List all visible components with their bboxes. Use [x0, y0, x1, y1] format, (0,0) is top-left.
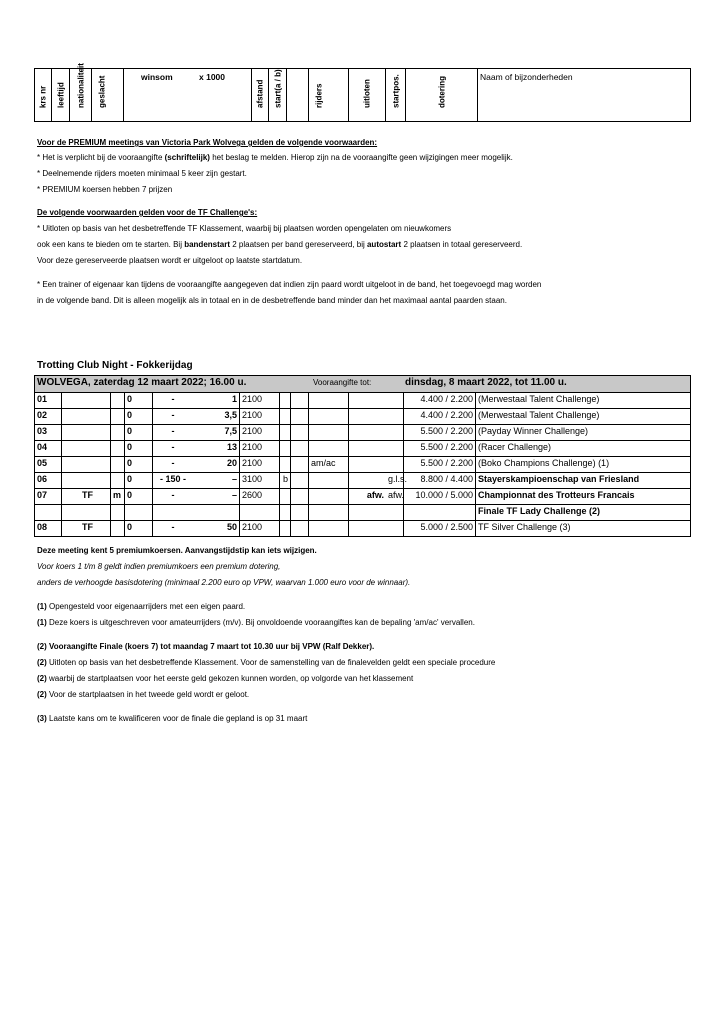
- race-cell-startpos: [386, 457, 404, 472]
- race-cell-nr: 02: [35, 409, 62, 424]
- race-cell-gap: [291, 473, 309, 488]
- footnote-1b-num: (1): [37, 618, 47, 627]
- col-rijders-label: rijders: [314, 83, 324, 108]
- race-row: [35, 488, 690, 504]
- vooraangifte-date: dinsdag, 8 maart 2022, tot 11.00 u.: [405, 377, 567, 388]
- race-cell-win-to: 50: [193, 521, 240, 536]
- race-cell-sex: [111, 425, 125, 440]
- race-cell-name: (Payday Winner Challenge): [478, 426, 589, 436]
- race-cell-sex: [111, 505, 125, 520]
- race-cell-startpos: [386, 441, 404, 456]
- race-cell-startpos: [386, 409, 404, 424]
- race-cell-uitloten: [349, 393, 386, 408]
- race-cell-dist: 3100: [240, 473, 280, 488]
- race-cell-name: (Boko Champions Challenge) (1): [478, 458, 610, 468]
- premium-line-2: * Deelnemende rijders moeten minimaal 5 keer zijn gestart.: [37, 169, 247, 178]
- race-cell-win-from: 0: [125, 457, 153, 472]
- race-cell-age: [62, 409, 111, 424]
- col-naam-label: Naam of bijzonderheden: [480, 72, 573, 82]
- race-cell-name: Finale TF Lady Challenge (2): [478, 506, 601, 516]
- col-winsom: [124, 69, 252, 121]
- race-cell-gap: [291, 393, 309, 408]
- race-cell-gap: [291, 425, 309, 440]
- footnote-1a-text: Opengesteld voor eigenaarrijders met een eigen paard.: [46, 602, 246, 611]
- footnote-2c: [37, 674, 413, 683]
- race-cell-sex: [111, 473, 125, 488]
- race-cell-name: TF Silver Challenge (3): [478, 522, 571, 532]
- race-cell-startpos: [386, 505, 404, 520]
- col-uitloten: [349, 69, 386, 121]
- footnote-2b-text: Uitloten op basis van het desbetreffende Klassement. Voor de samenstelling van de finalevelden geldt een speciale procedure: [46, 658, 496, 667]
- race-cell-name: Stayerskampioenschap van Friesland: [478, 474, 640, 484]
- race-row: [35, 440, 690, 456]
- race-cell-age: [62, 425, 111, 440]
- race-cell-start: [280, 457, 291, 472]
- col-dotering: [406, 69, 478, 121]
- col-start-label: start(a / b): [273, 69, 282, 108]
- col-krs-nr-label: krs nr: [38, 85, 48, 108]
- race-cell-riders: [309, 473, 349, 488]
- premium-line-1-bold: (schriftelijk): [164, 153, 210, 162]
- tf-line-2-post: 2 plaatsen in totaal gereserveerd.: [401, 240, 523, 249]
- race-cell-win-from: [125, 505, 153, 520]
- race-cell-age: [62, 473, 111, 488]
- race-cell-dash: -: [171, 490, 175, 500]
- race-cell-start: [280, 505, 291, 520]
- race-cell-age: TF: [62, 489, 111, 504]
- meeting-title: Trotting Club Night - Fokkerijdag: [37, 360, 193, 371]
- footnote-1a: [37, 602, 245, 611]
- race-cell-dotering: 5.500 / 2.200: [404, 425, 476, 440]
- race-cell-win-from: 0: [125, 521, 153, 536]
- tf-line-2-mid: 2 plaatsen per band gereserveerd, bij: [230, 240, 367, 249]
- race-cell-nr: 03: [35, 425, 62, 440]
- race-cell-win-to: 1: [193, 393, 240, 408]
- premium-line-3: * PREMIUM koersen hebben 7 prijzen: [37, 185, 173, 194]
- col-nationaliteit-label: nationaliteit: [76, 63, 85, 108]
- race-cell-startpos: g.l.s.: [386, 473, 404, 488]
- race-cell-startpos: [386, 425, 404, 440]
- col-geslacht-label: geslacht: [97, 75, 107, 108]
- race-cell-age: [62, 505, 111, 520]
- race-cell-riders: [309, 409, 349, 424]
- race-cell-win-to: 3,5: [193, 409, 240, 424]
- race-cell-dist: 2100: [240, 521, 280, 536]
- race-cell-start: [280, 489, 291, 504]
- col-krs-nr: [35, 69, 52, 121]
- note-dotering-1: Voor koers 1 t/m 8 geldt indien premiumkoers een premium dotering,: [37, 562, 281, 571]
- footnote-2b-num: (2): [37, 658, 47, 667]
- race-cell-name: Championnat des Trotteurs Francais: [478, 490, 635, 500]
- race-cell-win-to: –: [193, 473, 240, 488]
- col-afstand-label: afstand: [255, 79, 265, 108]
- race-table: [34, 375, 691, 537]
- race-cell-dist: 2100: [240, 457, 280, 472]
- tf-heading: De volgende voorwaarden gelden voor de TF Challenge's:: [37, 208, 258, 217]
- race-cell-startpos: afw.: [386, 489, 404, 504]
- race-cell-dash: - 150 -: [159, 474, 186, 484]
- race-cell-gap: [291, 457, 309, 472]
- race-cell-uitloten: [349, 473, 386, 488]
- race-cell-dotering: 10.000 / 5.000: [404, 489, 476, 504]
- tf-line-2-bandenstart: bandenstart: [184, 240, 230, 249]
- race-cell-age: TF: [62, 521, 111, 536]
- note-dotering-2: anders de verhoogde basisdotering (minimaal 2.200 euro op VPW, waarvan 1.000 euro voor de winnaar).: [37, 578, 411, 587]
- race-cell-age: [62, 457, 111, 472]
- race-cell-name: (Merwestaal Talent Challenge): [478, 410, 600, 420]
- vooraangifte-label: Vooraangifte tot:: [313, 378, 372, 387]
- race-cell-gap: [291, 441, 309, 456]
- footnote-2a: (2) Vooraangifte Finale (koers 7) tot maandag 7 maart tot 10.30 uur bij VPW (Ralf Dekker).: [37, 642, 375, 651]
- footnote-1b: [37, 618, 475, 627]
- tf-line-1: * Uitloten op basis van het desbetreffende TF Klassement, waarbij bij plaatsen worden opengelaten om nieuwkomers: [37, 224, 452, 233]
- race-cell-uitloten: [349, 505, 386, 520]
- col-dotering-label: dotering: [437, 76, 446, 108]
- race-cell-gap: [291, 489, 309, 504]
- race-cell-dist: 2100: [240, 409, 280, 424]
- race-cell-win-from: 0: [125, 409, 153, 424]
- race-cell-win-from: 0: [125, 425, 153, 440]
- race-cell-nr: 08: [35, 521, 62, 536]
- race-row: [35, 472, 690, 488]
- race-cell-dash: -: [171, 458, 175, 468]
- tf-line-3: Voor deze gereserveerde plaatsen wordt er uitgeloot op laatste startdatum.: [37, 256, 303, 265]
- race-row: [35, 504, 690, 520]
- tf-line-2-pre: ook een kans te bieden om te starten. Bij: [37, 240, 185, 249]
- col-spacer: [287, 69, 309, 121]
- race-row: [35, 456, 690, 472]
- race-cell-riders: [309, 505, 349, 520]
- race-cell-dotering: 4.400 / 2.200: [404, 393, 476, 408]
- race-row: [35, 408, 690, 424]
- race-cell-riders: [309, 441, 349, 456]
- race-cell-start: [280, 425, 291, 440]
- race-cell-start: [280, 521, 291, 536]
- race-cell-dist: 2600: [240, 489, 280, 504]
- race-cell-uitloten: [349, 409, 386, 424]
- race-cell-nr: 01: [35, 393, 62, 408]
- meeting-venue-date: WOLVEGA, zaterdag 12 maart 2022; 16.00 u.: [37, 377, 247, 388]
- race-cell-dash: -: [171, 442, 175, 452]
- race-row: [35, 424, 690, 440]
- col-rijders: [309, 69, 349, 121]
- race-cell-age: [62, 441, 111, 456]
- tf-line-5: in de volgende band. Dit is alleen mogelijk als in totaal en in de desbetreffende band minder dan het maximaal aantal paarden staan.: [37, 296, 507, 305]
- race-cell-win-to: 7,5: [193, 425, 240, 440]
- race-cell-win-from: 0: [125, 441, 153, 456]
- footnote-3-num: (3): [37, 714, 47, 723]
- race-cell-dist: 2100: [240, 425, 280, 440]
- race-cell-nr: 06: [35, 473, 62, 488]
- race-cell-startpos: [386, 393, 404, 408]
- race-cell-nr: [35, 505, 62, 520]
- footnote-1b-text: Deze koers is uitgeschreven voor amateurrijders (m/v). Bij onvoldoende vooraangiftes kan de bepaling 'am/ac' vervallen.: [46, 618, 475, 627]
- race-cell-win-from: 0: [125, 393, 153, 408]
- col-start: [269, 69, 287, 121]
- premium-heading: Voor de PREMIUM meetings van Victoria Park Wolvega gelden de volgende voorwaarden:: [37, 138, 378, 147]
- footnote-2c-num: (2): [37, 674, 47, 683]
- col-geslacht: [92, 69, 124, 121]
- race-cell-dist: 2100: [240, 393, 280, 408]
- col-x1000-label: x 1000: [199, 72, 225, 82]
- race-cell-uitloten: [349, 521, 386, 536]
- race-cell-uitloten: afw.: [366, 490, 384, 500]
- footnote-2c-text: waarbij de startplaatsen voor het eerste geld gekozen kunnen worden, op volgorde van het klassement: [46, 674, 414, 683]
- footnote-2d: [37, 690, 249, 699]
- race-cell-start: b: [280, 473, 291, 488]
- race-cell-nr: 07: [35, 489, 62, 504]
- race-cell-nr: 05: [35, 457, 62, 472]
- tf-line-2: [37, 240, 522, 249]
- race-cell-sex: [111, 521, 125, 536]
- race-cell-gap: [291, 409, 309, 424]
- race-cell-sex: [111, 393, 125, 408]
- race-cell-name: (Merwestaal Talent Challenge): [478, 394, 600, 404]
- race-cell-uitloten: [349, 457, 386, 472]
- premium-line-1-post: het beslag te melden. Hierop zijn na de vooraangifte geen wijzigingen meer mogelijk.: [209, 153, 513, 162]
- race-cell-name: (Racer Challenge): [478, 442, 552, 452]
- race-cell-dotering: [404, 505, 476, 520]
- race-cell-dash: -: [171, 426, 175, 436]
- race-cell-gap: [291, 521, 309, 536]
- race-row: [35, 392, 690, 408]
- col-leeftijd-label: leeftijd: [56, 82, 65, 108]
- race-cell-dash: [153, 505, 193, 520]
- race-cell-gap: [291, 505, 309, 520]
- footnote-1a-num: (1): [37, 602, 47, 611]
- footnote-2d-num: (2): [37, 690, 47, 699]
- race-cell-riders: [309, 425, 349, 440]
- race-row: [35, 520, 690, 536]
- race-cell-riders: am/ac: [309, 457, 349, 472]
- race-cell-riders: [309, 521, 349, 536]
- race-cell-start: [280, 409, 291, 424]
- col-leeftijd: [52, 69, 70, 121]
- col-afstand: [252, 69, 269, 121]
- race-rows: [35, 392, 690, 536]
- premium-line-1-pre: * Het is verplicht bij de vooraangifte: [37, 153, 165, 162]
- footnote-3-text: Laatste kans om te kwalificeren voor de finale die gepland is op 31 maart: [46, 714, 308, 723]
- race-cell-win-to: –: [193, 489, 240, 504]
- race-cell-dotering: 4.400 / 2.200: [404, 409, 476, 424]
- race-cell-win-to: 13: [193, 441, 240, 456]
- race-cell-riders: [309, 489, 349, 504]
- race-cell-uitloten: [349, 441, 386, 456]
- col-winsom-label: winsom: [141, 72, 173, 82]
- race-cell-sex: m: [111, 489, 125, 504]
- race-cell-dash: -: [171, 394, 175, 404]
- race-cell-win-to: [193, 505, 240, 520]
- column-header-table: [34, 63, 691, 122]
- race-cell-win-to: 20: [193, 457, 240, 472]
- col-startpos-label: startpos.: [391, 74, 400, 108]
- race-cell-nr: 04: [35, 441, 62, 456]
- race-cell-win-from: 0: [125, 489, 153, 504]
- race-cell-riders: [309, 393, 349, 408]
- col-naam: [478, 69, 690, 121]
- col-uitloten-label: uitloten: [362, 79, 372, 108]
- footnote-2b: [37, 658, 495, 667]
- race-cell-sex: [111, 441, 125, 456]
- race-cell-dotering: 5.500 / 2.200: [404, 441, 476, 456]
- race-cell-age: [62, 393, 111, 408]
- col-startpos: [386, 69, 406, 121]
- race-cell-dotering: 5.000 / 2.500: [404, 521, 476, 536]
- tf-line-2-autostart: autostart: [366, 240, 402, 249]
- race-cell-uitloten: [349, 425, 386, 440]
- race-cell-dotering: 5.500 / 2.200: [404, 457, 476, 472]
- race-cell-dotering: 8.800 / 4.400: [404, 473, 476, 488]
- col-nationaliteit: [70, 63, 92, 121]
- meeting-header-row: [35, 376, 690, 392]
- race-cell-dist: 2100: [240, 441, 280, 456]
- race-cell-start: [280, 441, 291, 456]
- note-premium-count: Deze meeting kent 5 premiumkoersen. Aanvangstijdstip kan iets wijzigen.: [37, 546, 317, 555]
- tf-line-4: * Een trainer of eigenaar kan tijdens de vooraangifte aangegeven dat indien zijn paard wordt uitgeloot in de band, het toegevoegd mag worden: [37, 280, 542, 289]
- race-cell-sex: [111, 409, 125, 424]
- race-cell-start: [280, 393, 291, 408]
- footnote-2d-text: Voor de startplaatsen in het tweede geld wordt er geloot.: [46, 690, 250, 699]
- race-cell-dist: [240, 505, 280, 520]
- premium-line-1: [37, 153, 513, 162]
- race-cell-sex: [111, 457, 125, 472]
- race-cell-dash: -: [171, 410, 175, 420]
- race-cell-dash: -: [171, 522, 175, 532]
- race-cell-win-from: 0: [125, 473, 153, 488]
- race-cell-startpos: [386, 521, 404, 536]
- footnote-3: [37, 714, 307, 723]
